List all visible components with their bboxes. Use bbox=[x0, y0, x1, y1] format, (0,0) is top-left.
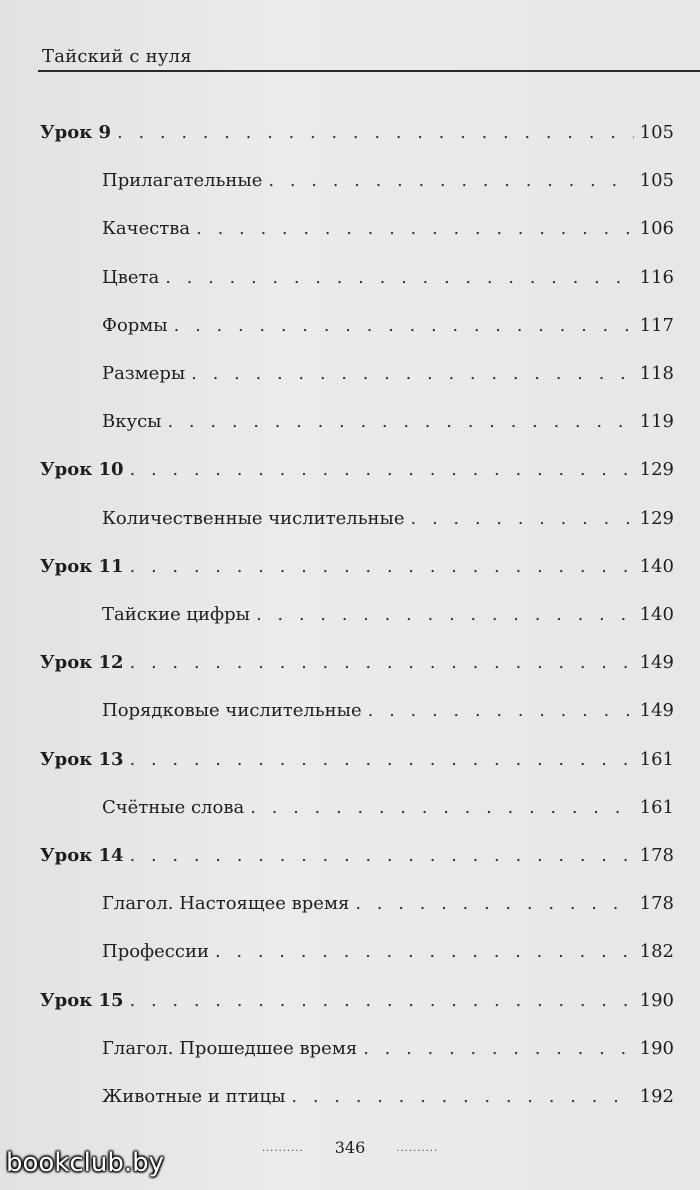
toc-entry-title: Глагол. Прошедшее время bbox=[102, 1038, 358, 1059]
dot-leader bbox=[256, 604, 634, 626]
toc-entry-page: 129 bbox=[639, 508, 674, 529]
toc-entry-title: Тайские цифры bbox=[102, 604, 250, 625]
dot-leader bbox=[368, 700, 634, 722]
toc-section-entry bbox=[102, 604, 674, 626]
toc-lesson-entry bbox=[40, 749, 674, 771]
toc-entry-title: Размеры bbox=[102, 363, 186, 384]
toc-section-entry bbox=[102, 218, 674, 240]
toc-section-entry bbox=[102, 797, 674, 819]
toc-entry-title: Животные и птицы bbox=[102, 1086, 286, 1107]
toc-entry-title: Качества bbox=[102, 218, 191, 239]
dot-leader bbox=[165, 267, 633, 289]
toc-entry-title: Цвета bbox=[102, 267, 160, 288]
toc-section-entry bbox=[102, 315, 674, 337]
toc-lesson-entry bbox=[40, 122, 674, 144]
toc-entry-page: 105 bbox=[639, 122, 674, 143]
dot-leader bbox=[191, 363, 633, 385]
toc-entry-title: Урок 10 bbox=[40, 459, 124, 480]
toc-entry-page: 140 bbox=[639, 604, 674, 625]
dot-leader bbox=[130, 749, 634, 771]
toc-entry-page: 129 bbox=[639, 459, 674, 480]
toc-section-entry bbox=[102, 411, 674, 433]
toc-entry-title: Урок 9 bbox=[40, 122, 111, 143]
dot-leader bbox=[215, 941, 634, 963]
toc-entry-page: 149 bbox=[639, 652, 674, 673]
toc-entry-page: 178 bbox=[639, 893, 674, 914]
toc-entry-title: Счётные слова bbox=[102, 797, 245, 818]
toc-entry-page: 106 bbox=[639, 218, 674, 239]
toc-lesson-entry bbox=[40, 556, 674, 578]
dot-leader bbox=[268, 170, 633, 192]
toc-entry-page: 161 bbox=[639, 749, 674, 770]
toc-entry-title: Профессии bbox=[102, 941, 209, 962]
toc-section-entry bbox=[102, 1086, 674, 1108]
toc-entry-page: 117 bbox=[639, 315, 674, 336]
dot-leader bbox=[130, 556, 634, 578]
toc-entry-title: Формы bbox=[102, 315, 168, 336]
toc-entry-title: Урок 11 bbox=[40, 556, 124, 577]
toc-entry-title: Глагол. Настоящее время bbox=[102, 893, 350, 914]
toc-section-entry bbox=[102, 941, 674, 963]
toc-lesson-entry bbox=[40, 652, 674, 674]
dot-leader bbox=[130, 990, 634, 1012]
dot-leader bbox=[196, 218, 634, 240]
toc-entry-page: 161 bbox=[639, 797, 674, 818]
toc-section-entry bbox=[102, 1038, 674, 1060]
toc-section-entry bbox=[102, 170, 674, 192]
toc-entry-title: Количественные числительные bbox=[102, 508, 405, 529]
toc-entry-page: 119 bbox=[639, 411, 674, 432]
footer-ornament-right: .......... bbox=[396, 1143, 439, 1154]
toc-entry-title: Вкусы bbox=[102, 411, 162, 432]
toc-section-entry bbox=[102, 700, 674, 722]
toc-entry-title: Урок 15 bbox=[40, 990, 124, 1011]
dot-leader bbox=[130, 459, 634, 481]
toc-entry-title: Порядковые числительные bbox=[102, 700, 362, 721]
dot-leader bbox=[250, 797, 633, 819]
toc-entry-page: 192 bbox=[639, 1086, 674, 1107]
toc-section-entry bbox=[102, 363, 674, 385]
dot-leader bbox=[363, 1038, 633, 1060]
toc-entry-title: Урок 12 bbox=[40, 652, 124, 673]
dot-leader bbox=[355, 893, 633, 915]
dot-leader bbox=[167, 411, 633, 433]
toc-section-entry bbox=[102, 267, 674, 289]
toc-entry-page: 182 bbox=[639, 941, 674, 962]
toc-entry-title: Урок 13 bbox=[40, 749, 124, 770]
toc-entry-page: 118 bbox=[639, 363, 674, 384]
dot-leader bbox=[130, 845, 634, 867]
dot-leader bbox=[174, 315, 634, 337]
dot-leader bbox=[291, 1086, 633, 1108]
page-number: 346 bbox=[334, 1138, 366, 1157]
toc-entry-page: 140 bbox=[639, 556, 674, 577]
toc-entry-title: Урок 14 bbox=[40, 845, 124, 866]
toc-entry-page: 105 bbox=[639, 170, 674, 191]
dot-leader bbox=[117, 122, 634, 144]
toc-lesson-entry bbox=[40, 990, 674, 1012]
header-rule bbox=[38, 70, 700, 72]
toc-section-entry bbox=[102, 508, 674, 530]
toc-entry-page: 149 bbox=[639, 700, 674, 721]
site-watermark: bookclub.by bbox=[6, 1148, 165, 1178]
toc-entry-title: Прилагательные bbox=[102, 170, 263, 191]
dot-leader bbox=[411, 508, 634, 530]
footer-ornament-left: .......... bbox=[261, 1143, 304, 1154]
toc-entry-page: 190 bbox=[639, 1038, 674, 1059]
dot-leader bbox=[130, 652, 634, 674]
toc-entry-page: 190 bbox=[639, 990, 674, 1011]
toc-lesson-entry bbox=[40, 459, 674, 481]
toc-section-entry bbox=[102, 893, 674, 915]
toc-entry-page: 178 bbox=[639, 845, 674, 866]
toc-entry-page: 116 bbox=[639, 267, 674, 288]
toc-lesson-entry bbox=[40, 845, 674, 867]
running-header: Тайский с нуля bbox=[42, 46, 192, 67]
